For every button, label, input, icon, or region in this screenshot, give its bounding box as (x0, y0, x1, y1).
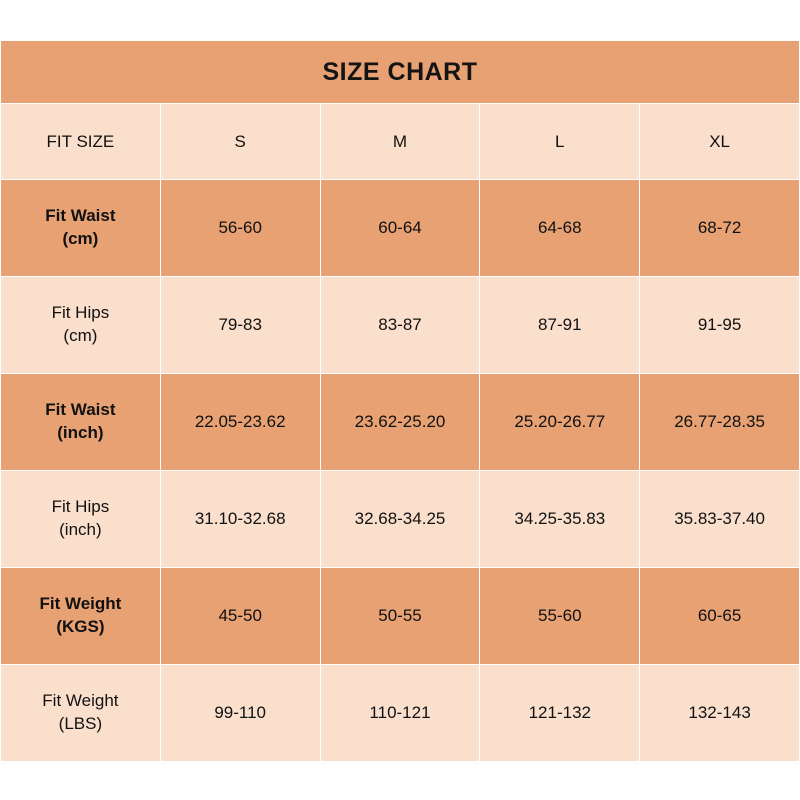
table-row (1, 277, 800, 374)
cell-value: 60-65 (640, 568, 800, 665)
table-row (1, 471, 800, 568)
row-label-line1: Fit Weight (42, 691, 119, 711)
row-label (1, 374, 161, 471)
cell-value: 99-110 (160, 665, 320, 762)
cell-value: 22.05-23.62 (160, 374, 320, 471)
header-row (1, 104, 800, 180)
cell-value: 79-83 (160, 277, 320, 374)
cell-value: 56-60 (160, 180, 320, 277)
cell-value: 35.83-37.40 (640, 471, 800, 568)
row-label-line2: (cm) (62, 229, 99, 248)
cell-value: 121-132 (480, 665, 640, 762)
size-chart-table (0, 40, 800, 762)
row-label (1, 665, 161, 762)
cell-value: 68-72 (640, 180, 800, 277)
table-row (1, 568, 800, 665)
cell-value: 91-95 (640, 277, 800, 374)
column-header-fit-size: FIT SIZE (1, 104, 161, 180)
column-header-l: L (480, 104, 640, 180)
cell-value: 110-121 (320, 665, 480, 762)
row-label-line1: Fit Hips (51, 303, 110, 323)
cell-value: 23.62-25.20 (320, 374, 480, 471)
row-label (1, 180, 161, 277)
table-row (1, 180, 800, 277)
cell-value: 60-64 (320, 180, 480, 277)
row-label (1, 277, 161, 374)
row-label-line1: Fit Weight (39, 594, 122, 614)
row-label-line2: (cm) (63, 326, 98, 345)
cell-value: 32.68-34.25 (320, 471, 480, 568)
column-header-s: S (160, 104, 320, 180)
row-label-line2: (LBS) (58, 714, 103, 733)
row-label-line2: (KGS) (56, 617, 105, 636)
table-row (1, 665, 800, 762)
cell-value: 26.77-28.35 (640, 374, 800, 471)
row-label-line2: (inch) (57, 423, 104, 442)
chart-title: SIZE CHART (1, 41, 800, 104)
row-label-line1: Fit Waist (45, 400, 116, 420)
cell-value: 31.10-32.68 (160, 471, 320, 568)
row-label-line2: (inch) (59, 520, 102, 539)
cell-value: 87-91 (480, 277, 640, 374)
cell-value: 50-55 (320, 568, 480, 665)
column-header-m: M (320, 104, 480, 180)
row-label (1, 568, 161, 665)
row-label-line1: Fit Hips (51, 497, 110, 517)
column-header-xl: XL (640, 104, 800, 180)
cell-value: 45-50 (160, 568, 320, 665)
row-label-line1: Fit Waist (45, 206, 116, 226)
cell-value: 55-60 (480, 568, 640, 665)
cell-value: 64-68 (480, 180, 640, 277)
table-row (1, 374, 800, 471)
title-row (1, 41, 800, 104)
cell-value: 25.20-26.77 (480, 374, 640, 471)
cell-value: 83-87 (320, 277, 480, 374)
cell-value: 34.25-35.83 (480, 471, 640, 568)
cell-value: 132-143 (640, 665, 800, 762)
row-label (1, 471, 161, 568)
